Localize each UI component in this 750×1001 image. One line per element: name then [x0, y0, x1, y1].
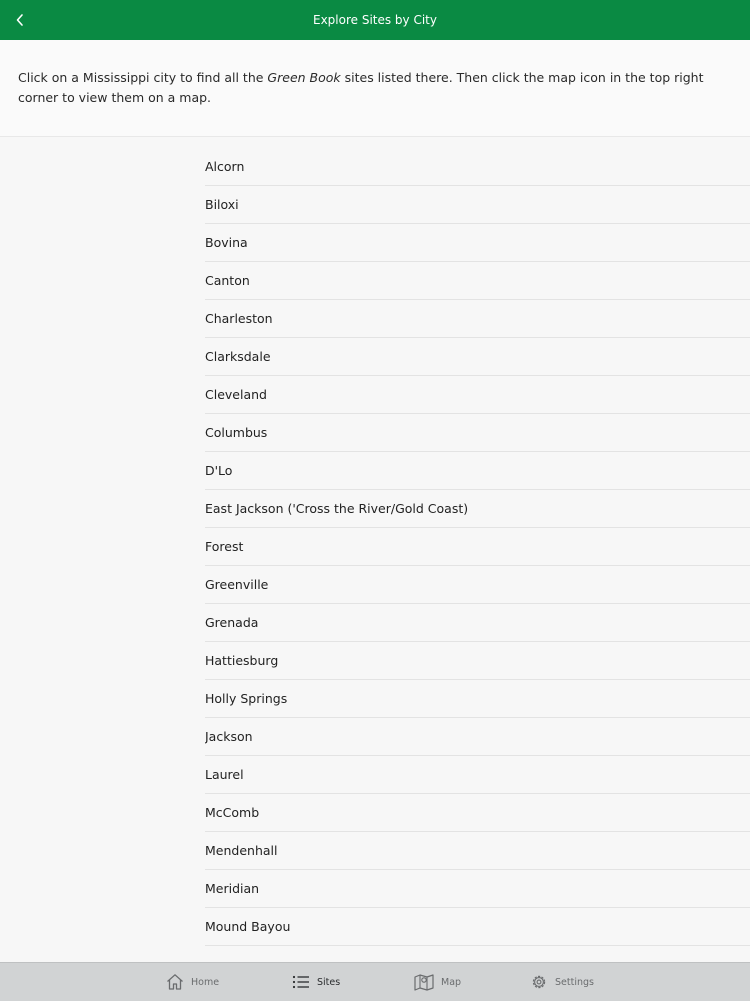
tab-settings-label: Settings — [555, 976, 594, 988]
city-list-item[interactable]: Canton — [205, 262, 750, 300]
city-list-item[interactable]: Mound Bayou — [205, 908, 750, 946]
city-list-item[interactable]: Clarksdale — [205, 338, 750, 376]
city-list-item[interactable]: McComb — [205, 794, 750, 832]
city-list-item[interactable]: Laurel — [205, 756, 750, 794]
city-list-item[interactable]: Forest — [205, 528, 750, 566]
intro-text-end: sites listed there. Then click the map icon in the top right corner to view them on a map. — [18, 70, 704, 105]
home-icon — [165, 972, 185, 992]
tab-bar — [0, 962, 750, 1001]
tab-home-label: Home — [191, 976, 220, 988]
city-list — [205, 148, 750, 962]
city-list-item[interactable]: Greenville — [205, 566, 750, 604]
tab-settings[interactable] — [529, 963, 594, 1001]
city-list-item[interactable]: Biloxi — [205, 186, 750, 224]
map-icon — [413, 972, 435, 992]
list-icon — [291, 972, 311, 992]
tab-home[interactable] — [165, 963, 219, 1001]
city-list-item[interactable]: Columbus — [205, 414, 750, 452]
city-list-item[interactable]: Cleveland — [205, 376, 750, 414]
intro-section — [0, 40, 750, 137]
city-list-item[interactable]: Grenada — [205, 604, 750, 642]
city-list-item[interactable]: Mendenhall — [205, 832, 750, 870]
top-app-bar — [0, 0, 750, 40]
tab-sites[interactable] — [291, 963, 340, 1001]
tab-sites-label: Sites — [317, 976, 341, 988]
city-list-item[interactable]: Charleston — [205, 300, 750, 338]
intro-text-book-title: Green Book — [267, 70, 341, 85]
city-list-item[interactable]: Alcorn — [205, 148, 750, 186]
city-list-item[interactable]: Bovina — [205, 224, 750, 262]
tab-map-label: Map — [441, 976, 462, 988]
city-list-item[interactable]: Hattiesburg — [205, 642, 750, 680]
city-list-item[interactable]: D'Lo — [205, 452, 750, 490]
city-list-item[interactable]: Holly Springs — [205, 680, 750, 718]
city-list-item[interactable]: East Jackson ('Cross the River/Gold Coast) — [205, 490, 750, 528]
intro-text-start: Click on a Mississippi city to find all the — [18, 70, 268, 85]
gear-icon — [529, 972, 549, 992]
intro-text — [18, 68, 732, 108]
city-list-item[interactable]: Meridian — [205, 870, 750, 908]
tab-map[interactable] — [413, 963, 461, 1001]
city-list-item[interactable]: Jackson — [205, 718, 750, 756]
page-title: Explore Sites by City — [312, 13, 437, 27]
